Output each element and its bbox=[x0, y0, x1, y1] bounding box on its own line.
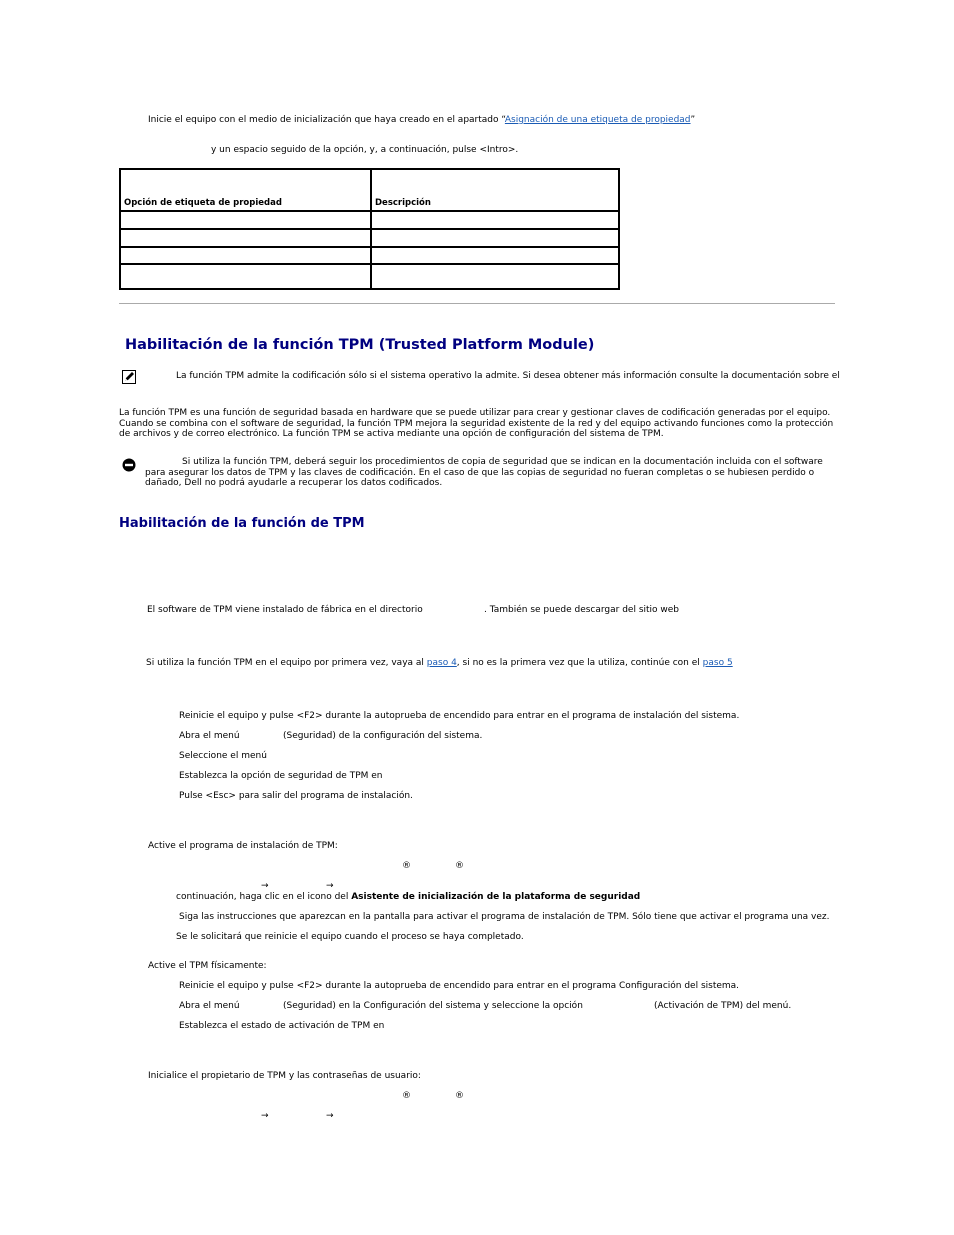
wizard-name: Asistente de inicialización de la plataforma de seguridad bbox=[351, 892, 641, 902]
step-select-menu: Seleccione el menú bbox=[179, 751, 267, 761]
registered-mark: ® bbox=[402, 861, 411, 871]
table-row bbox=[120, 229, 619, 247]
table-cell bbox=[120, 229, 371, 247]
asset-tag-link[interactable]: Asignación de una etiqueta de propiedad bbox=[504, 115, 691, 125]
step-4-link[interactable]: paso 4 bbox=[426, 658, 457, 668]
table-cell bbox=[371, 264, 619, 289]
init-owner-heading: Inicialice el propietario de TPM y las contraseñas de usuario: bbox=[148, 1071, 421, 1081]
arrow-icon: → bbox=[326, 881, 334, 891]
physical-step-security: (Seguridad) en la Configuración del sistema y seleccione la opción bbox=[283, 1001, 583, 1011]
note-text: La función TPM admite la codificación sólo si el sistema operativo la admite. Si desea obtener más información consulte la documentación sobre el bbox=[176, 371, 840, 381]
intro-step bbox=[148, 115, 695, 126]
physical-step-activation: (Activación de TPM) del menú. bbox=[654, 1001, 792, 1011]
step-open-menu: Abra el menú bbox=[179, 731, 240, 741]
step-5-link[interactable]: paso 5 bbox=[702, 658, 733, 668]
tpm-description-line: Cuando se combina con el software de seguridad, la función TPM mejora la seguridad existente de la red y del equipo activando funciones como la protección bbox=[119, 418, 834, 429]
activate-setup-heading: Active el programa de instalación de TPM: bbox=[148, 841, 338, 851]
wizard-instruction-a: continuación, haga clic en el icono del bbox=[176, 892, 352, 902]
step-press-esc: Pulse <Esc> para salir del programa de instalación. bbox=[179, 791, 413, 801]
intro-step-prefix: Inicie el equipo con el medio de inicialización que haya creado en el apartado “ bbox=[148, 115, 505, 125]
arrow-icon: → bbox=[261, 1111, 269, 1121]
notice-icon bbox=[122, 458, 136, 475]
asset-tag-options-table bbox=[119, 168, 620, 290]
section-divider bbox=[119, 303, 835, 304]
notice-line: dañado, Dell no podrá ayudarle a recuperar los datos codificados. bbox=[145, 478, 443, 488]
step-restart: Reinicie el equipo y pulse <F2> durante la autoprueba de encendido para entrar en el programa de instalación del sistema. bbox=[179, 711, 740, 721]
step-open-menu-security: (Seguridad) de la configuración del sistema. bbox=[283, 731, 483, 741]
table-cell bbox=[120, 247, 371, 264]
first-use-a: Si utiliza la función TPM en el equipo por primera vez, vaya al bbox=[146, 658, 427, 668]
tpm-description bbox=[119, 408, 833, 440]
notice-line: Si utiliza la función TPM, deberá seguir los procedimientos de copia de seguridad que se indican en la documentación incluida con el software bbox=[182, 457, 823, 467]
table-row bbox=[120, 211, 619, 229]
table-cell bbox=[371, 247, 619, 264]
restart-prompt: Se le solicitará que reinicie el equipo cuando el proceso se haya completado. bbox=[176, 932, 524, 942]
tpm-description-line: de archivos y de correo electrónico. La función TPM se activa mediante una opción de configuración del sistema de TPM. bbox=[119, 429, 664, 439]
table-header-option: Opción de etiqueta de propiedad bbox=[120, 169, 371, 211]
wizard-instruction bbox=[176, 892, 640, 903]
intro-line2: y un espacio seguido de la opción, y, a continuación, pulse <Intro>. bbox=[211, 145, 519, 155]
table-cell bbox=[120, 211, 371, 229]
note-icon bbox=[122, 370, 136, 387]
registered-mark: ® bbox=[455, 861, 464, 871]
physical-step-set-state: Establezca el estado de activación de TPM en bbox=[179, 1021, 385, 1031]
table-cell bbox=[371, 229, 619, 247]
table-cell bbox=[120, 264, 371, 289]
notice-line: para asegurar los datos de TPM y las claves de codificación. En el caso de que las copias de seguridad no fueran completas o se hubiesen perdido o bbox=[145, 467, 815, 478]
subsection-title: Habilitación de la función de TPM bbox=[119, 516, 365, 531]
step-set-tpm-security: Establezca la opción de seguridad de TPM en bbox=[179, 771, 383, 781]
table-row bbox=[120, 264, 619, 289]
section-title: Habilitación de la función TPM (Trusted Platform Module) bbox=[125, 337, 595, 353]
tpm-description-line: La función TPM es una función de seguridad basada en hardware que se puede utilizar para crear y gestionar claves de codificación generadas por el equipo. bbox=[119, 408, 831, 418]
physical-step-restart: Reinicie el equipo y pulse <F2> durante la autoprueba de encendido para entrar en el programa Configuración del sistema. bbox=[179, 981, 740, 991]
table-row bbox=[120, 247, 619, 264]
first-use-text bbox=[146, 658, 733, 669]
table-header-description: Descripción bbox=[371, 169, 619, 211]
arrow-icon: → bbox=[326, 1111, 334, 1121]
intro-step-suffix: ” bbox=[690, 115, 696, 125]
physical-activation-heading: Active el TPM físicamente: bbox=[148, 961, 267, 971]
table-header-row bbox=[120, 169, 619, 211]
follow-instructions: Siga las instrucciones que aparezcan en la pantalla para activar el programa de instalación de TPM. Sólo tiene que activar el programa una vez. bbox=[179, 912, 830, 922]
software-location-a: El software de TPM viene instalado de fábrica en el directorio bbox=[147, 605, 423, 615]
registered-mark: ® bbox=[455, 1091, 464, 1101]
arrow-icon: → bbox=[261, 881, 269, 891]
notice-text bbox=[145, 457, 823, 489]
physical-step-open-menu: Abra el menú bbox=[179, 1001, 240, 1011]
first-use-b: , si no es la primera vez que la utiliza, continúe con el bbox=[456, 658, 703, 668]
registered-mark: ® bbox=[402, 1091, 411, 1101]
table-cell bbox=[371, 211, 619, 229]
software-location-b: . También se puede descargar del sitio web bbox=[484, 605, 680, 615]
